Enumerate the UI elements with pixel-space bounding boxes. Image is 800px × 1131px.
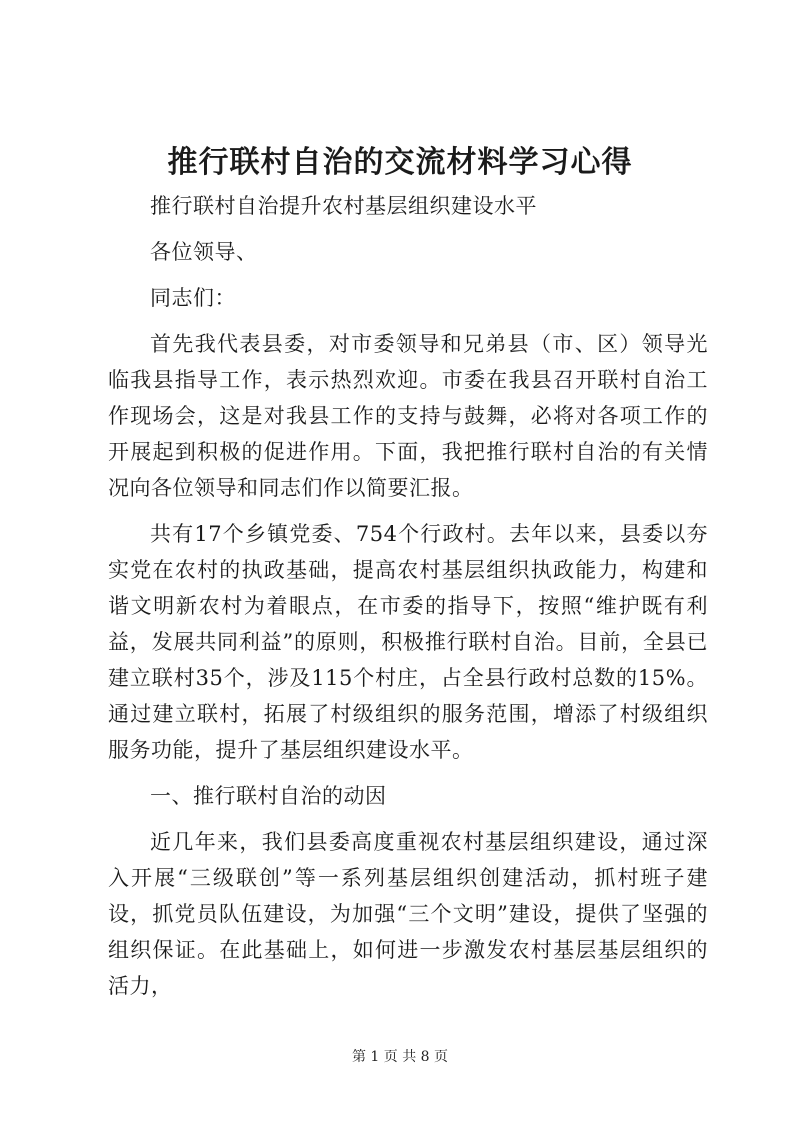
subtitle-paragraph: 推行联村自治提升农村基层组织建设水平: [150, 194, 537, 218]
document-title: 推行联村自治的交流材料学习心得: [167, 145, 633, 180]
document-body: [108, 188, 708, 1004]
salutation-leaders: 各位领导、: [150, 240, 258, 264]
section-heading: 一、推行联村自治的动因: [150, 784, 387, 808]
salutation-comrades: 同志们：: [150, 286, 236, 310]
paragraph-motivation: 近几年来，我们县委高度重视农村基层组织建设，通过深入开展“三级联创”等一系列基层组织创建活动，抓村班子建设，抓党员队伍建设，为加强“三个文明”建设，提供了坚强的组织保证。在此基础上，如何进一步激发农村基层基层组织的活力，: [108, 830, 708, 998]
page-number-footer: 第 1 页 共 8 页: [351, 1049, 449, 1065]
paragraph-overview: 共有17个乡镇党委、754个行政村。去年以来，县委以夯实党在农村的执政基础，提高农村基层组织执政能力，构建和谐文明新农村为着眼点，在市委的指导下，按照“维护既有利益，发展共同利益”的原则，积极推行联村自治。目前，全县已建立联村35个，涉及115个村庄，占全县行政村总数的15%。通过建立联村，拓展了村级组织的服务范围，增添了村级组织服务功能，提升了基层组织建设水平。: [108, 522, 708, 762]
paragraph-intro: 首先我代表县委，对市委领导和兄弟县（市、区）领导光临我县指导工作，表示热烈欢迎。市委在我县召开联村自治工作现场会，这是对我县工作的支持与鼓舞，必将对各项工作的开展起到积极的促进作用。下面，我把推行联村自治的有关情况向各位领导和同志们作以简要汇报。: [108, 332, 708, 500]
